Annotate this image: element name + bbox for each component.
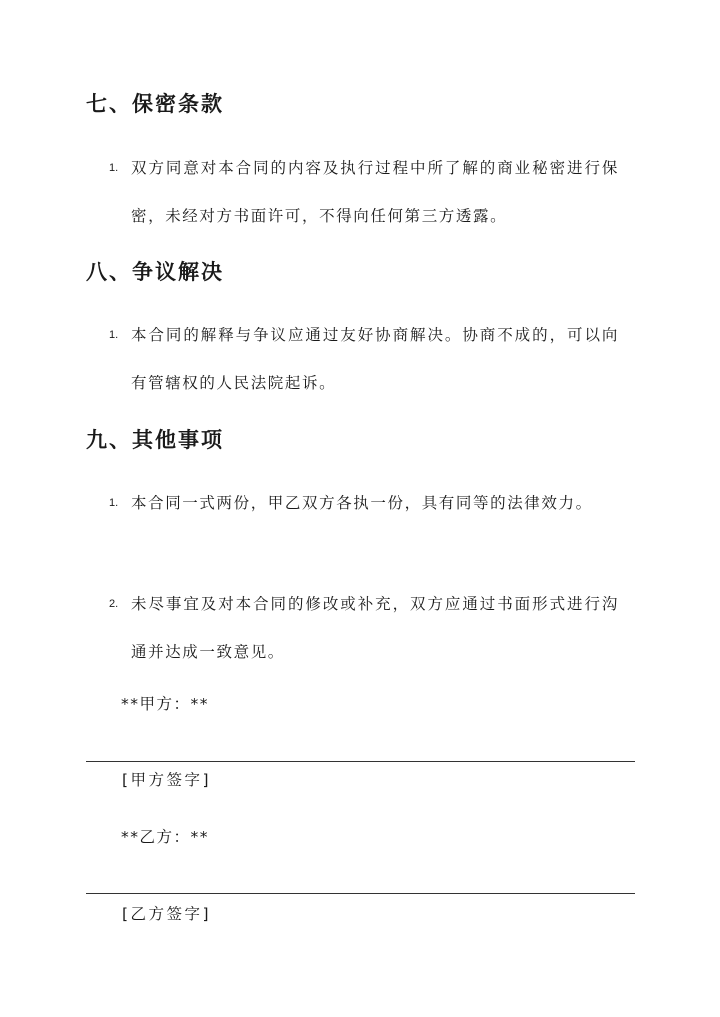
list-item-text: 未尽事宜及对本合同的修改或补充，双方应通过书面形式进行沟通并达成一致意见。 — [131, 595, 619, 661]
list-item-number: 1. — [109, 162, 119, 174]
list-item — [109, 580, 619, 676]
list-item-number: 1. — [109, 329, 119, 341]
list-item — [109, 311, 619, 407]
party-a-signature-line — [86, 761, 635, 762]
party-b-label: **乙方：** — [121, 828, 210, 846]
list-item — [109, 479, 619, 527]
section-title-dispute-resolution: 八、争议解决 — [86, 260, 224, 284]
section-title-confidentiality: 七、保密条款 — [86, 92, 224, 116]
section-title-other-matters: 九、其他事项 — [86, 428, 224, 452]
list-item-text: 本合同的解释与争议应通过友好协商解决。协商不成的，可以向有管辖权的人民法院起诉。 — [131, 326, 619, 392]
list-item-number: 2. — [109, 598, 119, 610]
party-b-signature-line — [86, 893, 635, 894]
list-item-text: 本合同一式两份，甲乙双方各执一份，具有同等的法律效力。 — [131, 494, 593, 512]
party-a-label: **甲方：** — [121, 695, 210, 713]
list-item-number: 1. — [109, 497, 119, 509]
list-item-text: 双方同意对本合同的内容及执行过程中所了解的商业秘密进行保密，未经对方书面许可，不得向任何第三方透露。 — [131, 159, 619, 225]
party-a-signature-caption: [甲方签字] — [122, 771, 212, 789]
list-item — [109, 144, 619, 240]
party-b-signature-caption: [乙方签字] — [122, 905, 212, 923]
